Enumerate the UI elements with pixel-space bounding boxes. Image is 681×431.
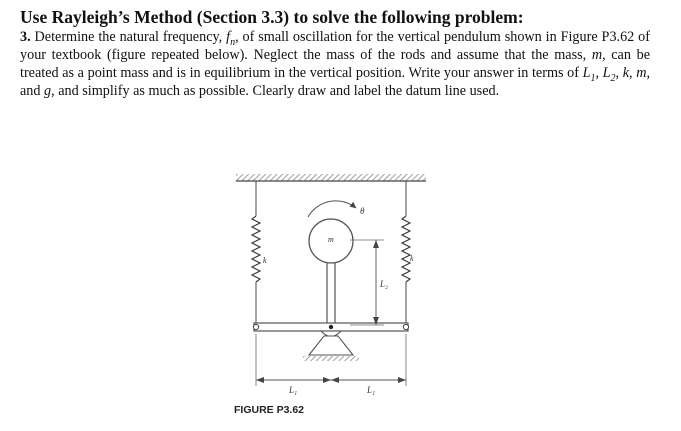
l2-dimension xyxy=(350,240,384,325)
pendulum-rod xyxy=(327,263,335,323)
l1-right-label: L₁ xyxy=(367,385,376,395)
pendulum-diagram xyxy=(200,160,460,422)
fn-symbol: f xyxy=(226,29,231,45)
problem-text-part3: , can be treated as a point mass and is in equilibrium in the vertical position. Write your answer in terms of xyxy=(20,47,650,81)
ceiling-hatch xyxy=(236,174,426,181)
left-bar-pin xyxy=(253,324,258,329)
separator-4: , and xyxy=(20,65,651,99)
problem-text-part1: Determine the natural frequency, xyxy=(30,29,227,45)
k-symbol: k xyxy=(622,65,630,81)
left-spring xyxy=(252,181,260,328)
problem-text-part4: , and simplify as much as possible. Clearly draw and label the datum line used. xyxy=(51,83,500,99)
right-bar-pin xyxy=(403,324,408,329)
l2-symbol: L xyxy=(602,65,611,81)
left-spring-label: k xyxy=(263,256,267,265)
g-symbol: g xyxy=(44,83,52,99)
problem-statement xyxy=(20,28,650,100)
right-spring-coil xyxy=(402,216,410,282)
pivot-point xyxy=(329,325,333,329)
theta-label: θ xyxy=(360,206,365,216)
l1-arrow-right xyxy=(398,377,406,383)
separator-1: , xyxy=(595,65,603,81)
l1-left-label: L₁ xyxy=(289,385,298,395)
separator-2: , xyxy=(615,65,623,81)
right-spring xyxy=(402,181,410,328)
l1-symbol: L xyxy=(582,65,591,81)
rotation-arrow xyxy=(308,201,356,217)
left-spring-coil xyxy=(252,216,260,282)
l1-arrow-center-right xyxy=(331,377,339,383)
m2-symbol: m xyxy=(636,65,647,81)
l1-subscript: 1 xyxy=(590,72,596,84)
pivot-support xyxy=(303,331,359,361)
problem-text-part2: , of small oscillation for the vertical pendulum shown in Figure P3.62 of your textbook (figure repeated below). Neglect the mass of the rods and assume that the mass, xyxy=(20,29,650,63)
l1-arrow-left xyxy=(256,377,264,383)
separator-3: , xyxy=(629,65,637,81)
l2-subscript: 2 xyxy=(610,72,616,84)
pivot-base xyxy=(309,336,353,355)
right-spring-label: k xyxy=(410,254,414,263)
fn-subscript: n xyxy=(230,36,236,48)
ground-hatch xyxy=(303,356,359,361)
pendulum-figure xyxy=(200,160,460,422)
document-body xyxy=(20,6,650,100)
l1-arrow-center-left xyxy=(323,377,331,383)
ceiling xyxy=(236,174,426,181)
figure-caption: FIGURE P3.62 xyxy=(234,404,305,416)
l2-arrow-top xyxy=(373,240,379,248)
l2-label: L₂ xyxy=(380,279,389,289)
mass-label: m xyxy=(328,235,334,244)
problem-number: 3. xyxy=(20,29,31,45)
problem-heading: Use Rayleigh’s Method (Section 3.3) to solve the following problem: xyxy=(20,7,524,27)
m-symbol: m xyxy=(591,47,603,63)
